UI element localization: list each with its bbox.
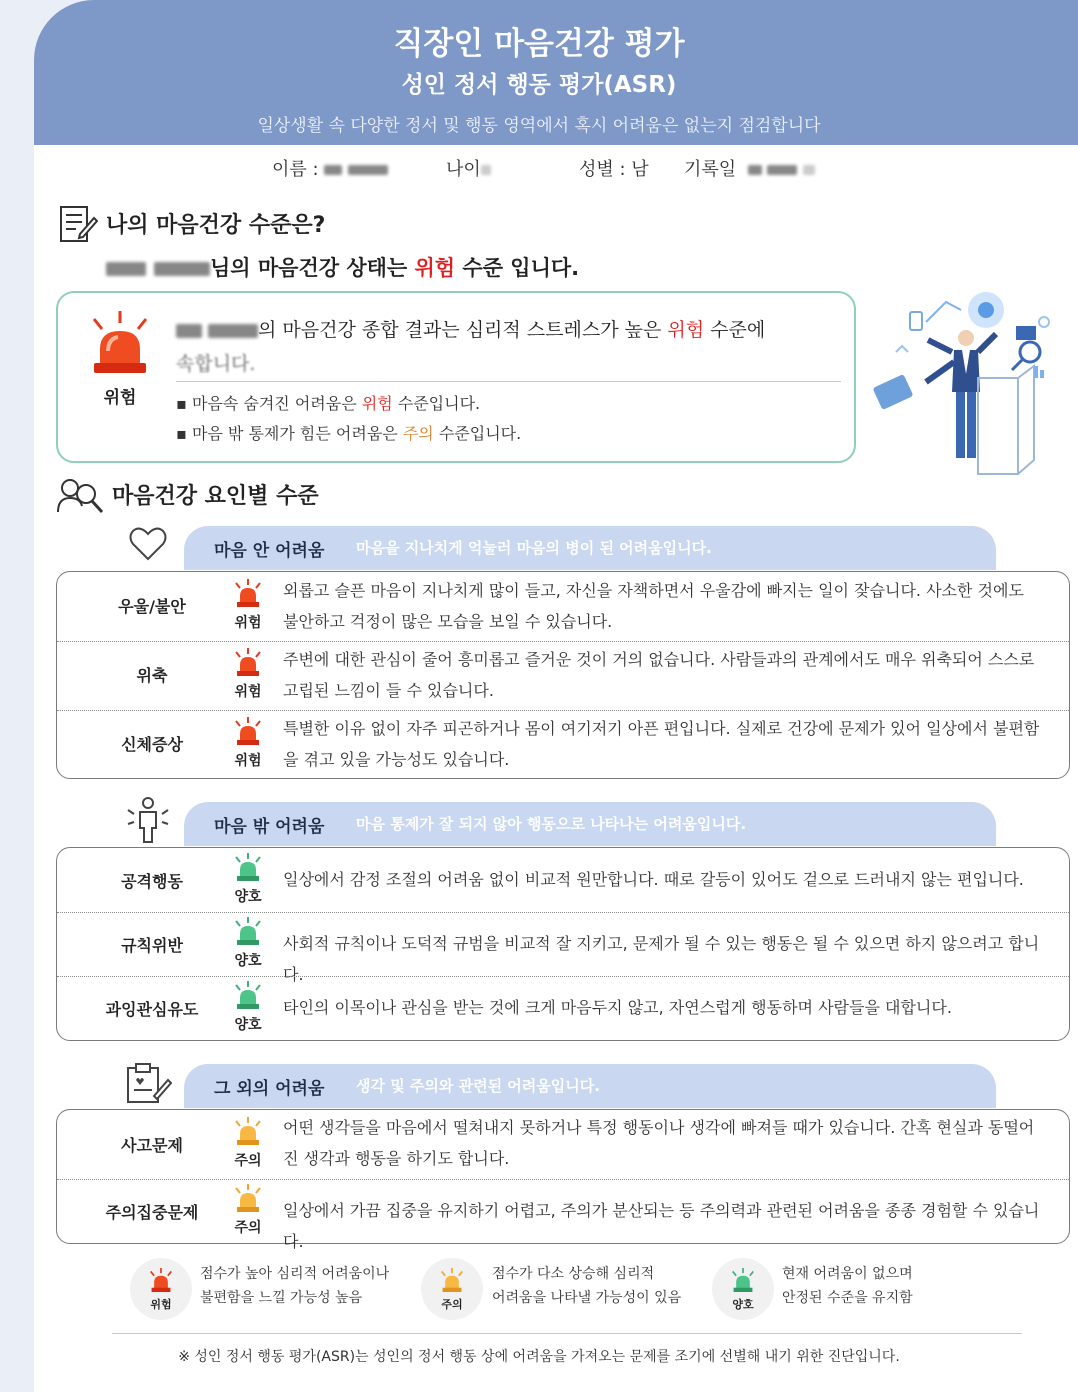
- factor-description: 어떤 생각들을 마음에서 떨쳐내지 못하거나 특정 행동이나 생각에 빠져들 때가 있습니다. 간혹 현실과 동떨어진 생각과 행동을 하기도 합니다.: [283, 1118, 1035, 1168]
- redacted-text: [748, 165, 762, 175]
- status-suffix: 수준 입니다.: [455, 256, 580, 280]
- date-field: [684, 155, 815, 181]
- siren-danger-icon: [233, 648, 263, 676]
- siren-danger-icon: [148, 1268, 174, 1292]
- siren-good-icon: [233, 917, 263, 945]
- age-field: [446, 155, 491, 181]
- factor-section-title: 마음건강 요인별 수준: [112, 484, 319, 509]
- level-label: 위험: [234, 615, 262, 631]
- legend-danger-text: [200, 1262, 389, 1310]
- summary-item-inner: ▪ 마음속 숨겨진 어려움은 위험 수준입니다.: [176, 394, 481, 413]
- factor-label: 사고문제: [121, 1136, 183, 1155]
- table-row: [57, 848, 1069, 912]
- factor-description: 외롭고 슬픈 마음이 지나치게 많이 들고, 자신을 자책하면서 우울감에 빠지는 일이 잦습니다. 사소한 것에도 불안하고 걱정이 많은 모습을 보일 수 있습니다.: [283, 581, 1024, 631]
- legend-level: 양호: [732, 1298, 754, 1311]
- legend-text-line: 점수가 다소 상승해 심리적: [492, 1266, 655, 1282]
- table-row: [57, 912, 1069, 984]
- summary-section-title: 나의 마음건강 수준은?: [106, 213, 326, 238]
- summary-badge-label: 위험: [103, 388, 137, 408]
- legend-danger-badge: [130, 1258, 192, 1320]
- redacted-text: [481, 165, 491, 175]
- level-label: 양호: [234, 889, 262, 905]
- legend-level: 위험: [150, 1298, 172, 1311]
- date-label: 기록일: [684, 159, 737, 180]
- table-row: [57, 572, 1069, 641]
- siren-good-icon: [233, 981, 263, 1009]
- summary-item1-suffix: 수준입니다.: [392, 394, 481, 413]
- category-description: 생각 및 주의와 관련된 어려움입니다.: [356, 1077, 600, 1095]
- respondent-info: [34, 155, 1044, 181]
- siren-danger-icon: [233, 579, 263, 607]
- category-name: 그 외의 어려움: [214, 1079, 325, 1099]
- level-indicator: [227, 717, 269, 770]
- level-indicator: [227, 1117, 269, 1170]
- report-title: 직장인 마음건강 평가: [393, 26, 685, 62]
- siren-caution-icon: [233, 1184, 263, 1212]
- factor-table-outer: [56, 847, 1070, 1041]
- siren-caution-icon: [233, 1117, 263, 1145]
- legend-text-line: 점수가 높아 심리적 어려움이나: [200, 1266, 390, 1282]
- summary-item1-level: 위험: [361, 394, 393, 413]
- summary-main-line2: 속합니다.: [176, 353, 256, 375]
- legend-text-line: 어려움을 나타낼 가능성이 있음: [492, 1290, 682, 1306]
- factor-description: 일상에서 가끔 집중을 유지하기 어렵고, 주의가 분산되는 등 주의력과 관련된 어려움을 종종 경험할 수 있습니다.: [283, 1201, 1040, 1251]
- report-icon: [58, 204, 98, 244]
- factor-label: 과잉관심유도: [105, 1000, 199, 1019]
- name-label: 이름 :: [272, 159, 319, 180]
- factor-description: 타인의 이목이나 관심을 받는 것에 크게 마음두지 않고, 자연스럽게 행동하며 사람들을 대합니다.: [283, 998, 952, 1017]
- level-label: 주의: [234, 1153, 262, 1169]
- category-tab-outer: [184, 802, 996, 846]
- name-field: [272, 155, 388, 181]
- siren-good-icon: [730, 1268, 756, 1292]
- age-label: 나이: [446, 159, 481, 180]
- gender-field: 성별 : 남: [579, 159, 649, 180]
- heart-icon: [128, 525, 168, 563]
- summary-main-level: 위험: [667, 319, 705, 341]
- table-row: [57, 710, 1069, 779]
- legend-caution-text: [492, 1262, 681, 1310]
- summary-main-text: [176, 313, 826, 381]
- summary-item2-level: 주의: [402, 424, 434, 443]
- legend-text-line: 안정된 수준을 유지함: [782, 1290, 913, 1306]
- factor-description: 주변에 대한 관심이 줄어 흥미롭고 즐거운 것이 거의 없습니다. 사람들과의 관계에서도 매우 위축되어 스스로 고립된 느낌이 들 수 있습니다.: [283, 650, 1035, 700]
- factor-label: 위축: [136, 666, 168, 685]
- table-row: [57, 976, 1069, 1040]
- category-name: 마음 안 어려움: [214, 541, 325, 561]
- category-tab-inner: [184, 526, 996, 570]
- redacted-text: [154, 262, 210, 276]
- footer-note: ※ 성인 정서 행동 평가(ASR)는 성인의 정서 행동 상에 어려움을 가져오는 문제를 조기에 선별해 내기 위한 진단입니다.: [178, 1349, 900, 1365]
- category-tab-other: [184, 1064, 996, 1108]
- level-label: 양호: [234, 1017, 262, 1033]
- table-row: [57, 1110, 1069, 1179]
- level-indicator: [227, 579, 269, 632]
- redacted-text: [176, 324, 202, 338]
- level-label: 위험: [234, 684, 262, 700]
- redacted-text: [348, 165, 388, 175]
- table-row: [57, 1179, 1069, 1251]
- table-row: [57, 641, 1069, 710]
- siren-danger-icon: [88, 309, 152, 377]
- level-label: 주의: [234, 1220, 262, 1236]
- people-search-icon: [56, 476, 106, 516]
- status-line: [106, 252, 579, 282]
- level-label: 위험: [234, 753, 262, 769]
- summary-card: [56, 291, 856, 463]
- legend-text-line: 현재 어려움이 없으며: [782, 1266, 913, 1282]
- report-header: [34, 0, 1078, 145]
- level-indicator: [227, 917, 269, 970]
- report-subtitle: 성인 정서 행동 평가(ASR): [401, 72, 677, 98]
- factor-label: 주의집중문제: [105, 1203, 199, 1222]
- report-description: 일상생활 속 다양한 정서 및 행동 영역에서 혹시 어려움은 없는지 점검합니다: [257, 116, 821, 136]
- redacted-text: [324, 165, 342, 175]
- redacted-text: [208, 324, 258, 338]
- factor-label: 우울/불안: [118, 597, 186, 616]
- summary-item-outer: ▪ 마음 밖 통제가 힘든 어려움은 주의 수준입니다.: [176, 424, 522, 443]
- summary-main-prefix: 의 마음건강 종합 결과는 심리적 스트레스가 높은: [258, 319, 668, 341]
- legend-good-text: [782, 1262, 913, 1310]
- summary-item2-suffix: 수준입니다.: [433, 424, 522, 443]
- level-indicator: [227, 853, 269, 906]
- factor-description: 특별한 이유 없이 자주 피곤하거나 몸이 여기저기 아픈 편입니다. 실제로 건강에 문제가 있어 일상에서 불편함을 겪고 있을 가능성도 있습니다.: [283, 719, 1040, 769]
- level-indicator: [227, 981, 269, 1034]
- category-name: 마음 밖 어려움: [214, 817, 325, 837]
- person-outline-icon: [126, 796, 170, 844]
- summary-item1-prefix: 마음속 숨겨진 어려움은: [191, 394, 362, 413]
- category-description: 마음을 지나치게 억눌러 마음의 병이 된 어려움입니다.: [356, 539, 712, 557]
- level-indicator: [227, 1184, 269, 1237]
- factor-label: 규칙위반: [121, 936, 183, 955]
- clipboard-icon: [124, 1062, 172, 1104]
- factor-table-other: [56, 1109, 1070, 1251]
- legend-caution-badge: [421, 1258, 483, 1320]
- legend-good-badge: [712, 1258, 774, 1320]
- siren-caution-icon: [439, 1268, 465, 1292]
- summary-item2-prefix: 마음 밖 통제가 힘든 어려움은: [191, 424, 403, 443]
- factor-description: 일상에서 감정 조절의 어려움 없이 비교적 원만합니다. 때로 갈등이 있어도 겉으로 드러내지 않는 편입니다.: [283, 870, 1024, 889]
- legend-text-line: 불편함을 느낄 가능성 높음: [200, 1290, 363, 1306]
- level-indicator: [227, 648, 269, 701]
- factor-label: 공격행동: [121, 872, 183, 891]
- siren-danger-icon: [233, 717, 263, 745]
- redacted-text: [106, 262, 146, 276]
- siren-good-icon: [233, 853, 263, 881]
- factor-label: 신체증상: [121, 735, 183, 754]
- summary-divider: [176, 381, 841, 382]
- status-prefix: 님의 마음건강 상태는: [210, 256, 415, 280]
- redacted-text: [767, 165, 797, 175]
- level-label: 양호: [234, 953, 262, 969]
- redacted-text: [803, 165, 815, 175]
- report-sheet: [34, 0, 1078, 1392]
- factor-table-inner: [56, 571, 1070, 779]
- legend-level: 주의: [441, 1298, 463, 1311]
- category-description: 마음 통제가 잘 되지 않아 행동으로 나타나는 어려움입니다.: [356, 815, 747, 833]
- summary-main-suffix: 수준에: [704, 319, 766, 341]
- office-worker-illustration: [866, 282, 1056, 482]
- status-level: 위험: [414, 256, 456, 280]
- footer-divider: [112, 1333, 1022, 1334]
- factor-description: 사회적 규칙이나 도덕적 규범을 비교적 잘 지키고, 문제가 될 수 있는 행동은 될 수 있으면 하지 않으려고 합니다.: [283, 934, 1040, 984]
